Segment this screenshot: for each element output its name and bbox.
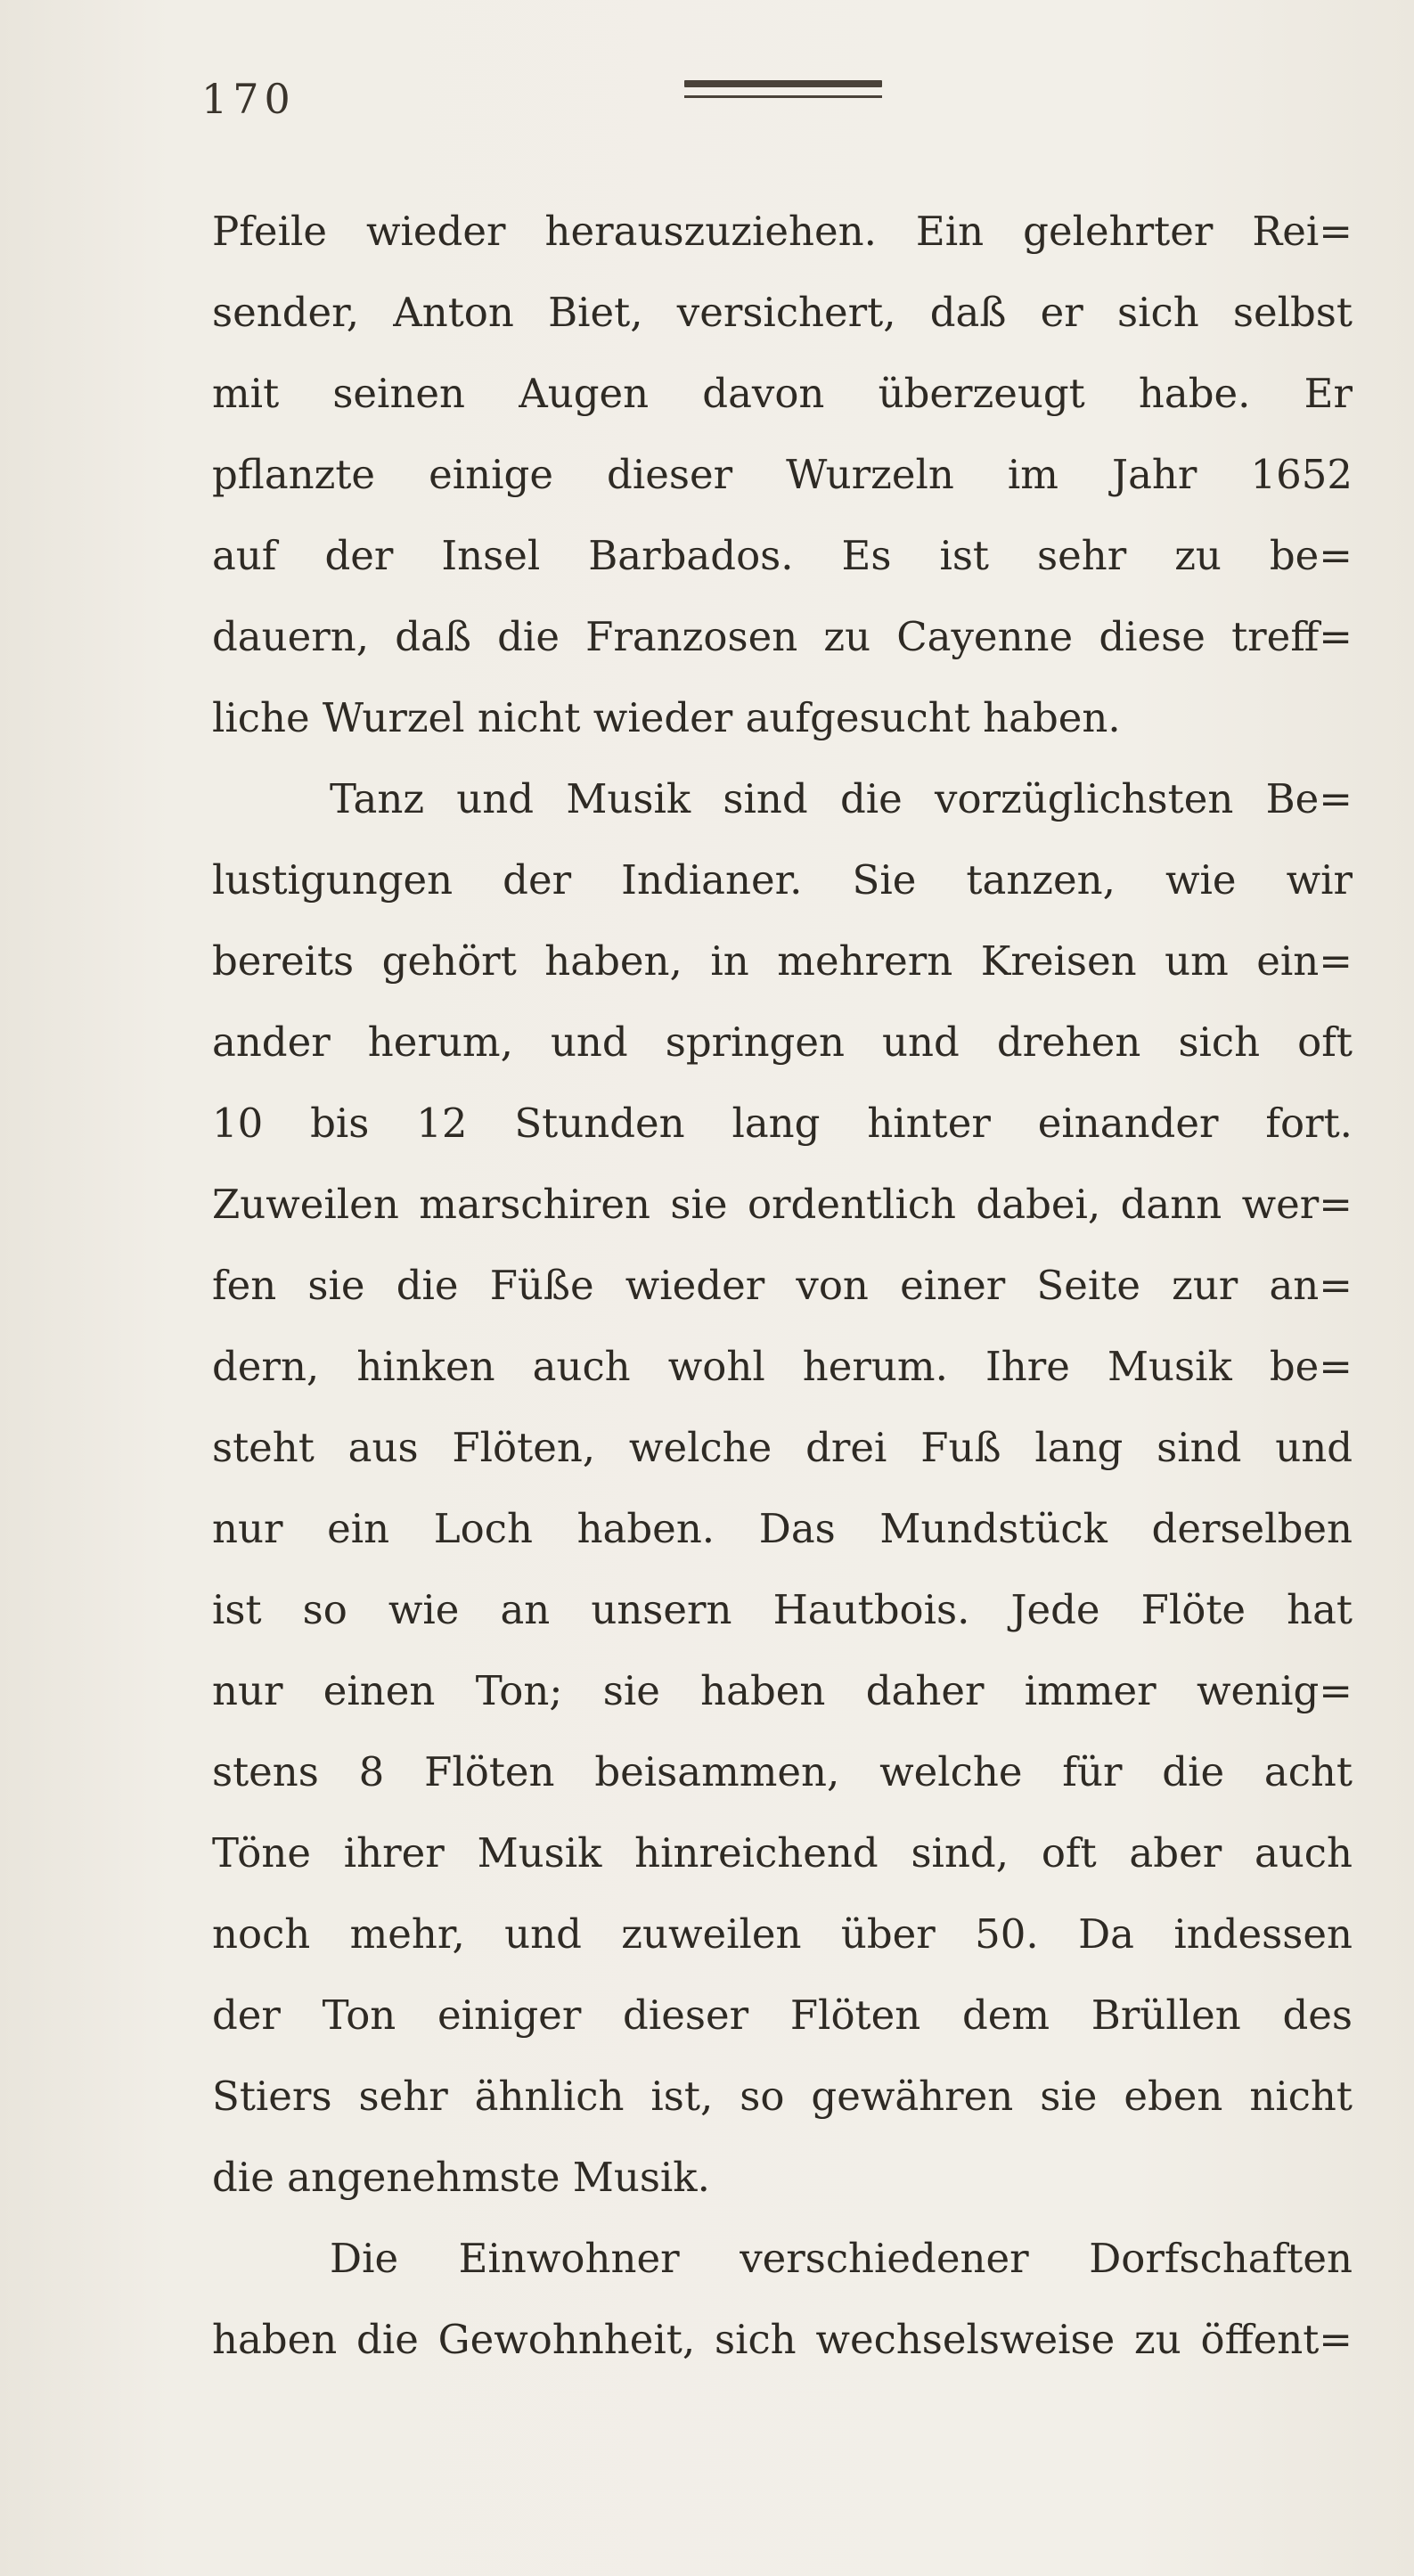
text-line: noch mehr, und zuweilen über 50. Da indessen (212, 1910, 1353, 1958)
paragraph-first-line: Tanz und Musik sind die vorzüglichsten Be= (330, 775, 1353, 822)
text-line: nur einen Ton; sie haben daher immer wenig= (212, 1667, 1353, 1714)
text-line: bereits gehört haben, in mehrern Kreisen um ein= (212, 937, 1353, 985)
text-line: steht aus Flöten, welche drei Fuß lang sind und (212, 1424, 1353, 1471)
header-rule (684, 80, 882, 98)
text-line: Töne ihrer Musik hinreichend sind, oft aber auch (212, 1829, 1353, 1877)
header-rule-thick (684, 80, 882, 87)
text-line: 10 bis 12 Stunden lang hinter einander fort. (212, 1100, 1353, 1147)
body-text (212, 191, 1353, 2380)
text-line: stens 8 Flöten beisammen, welche für die acht (212, 1748, 1353, 1795)
text-line: lustigungen der Indianer. Sie tanzen, wie wir (212, 856, 1353, 904)
text-line: liche Wurzel nicht wieder aufgesucht haben. (212, 694, 1121, 741)
text-line: sender, Anton Biet, versichert, daß er sich selbst (212, 289, 1353, 336)
page-number: 170 (201, 75, 296, 123)
text-line: dauern, daß die Franzosen zu Cayenne diese treff= (212, 613, 1353, 660)
header-rule-thin (684, 95, 882, 98)
text-line: der Ton einiger dieser Flöten dem Brüllen des (212, 1991, 1353, 2039)
text-line: pflanzte einige dieser Wurzeln im Jahr 1652 (212, 451, 1353, 498)
text-line: fen sie die Füße wieder von einer Seite zur an= (212, 1262, 1353, 1309)
text-line: die angenehmste Musik. (212, 2154, 710, 2201)
text-line: ist so wie an unsern Hautbois. Jede Flöte hat (212, 1586, 1353, 1633)
text-line: auf der Insel Barbados. Es ist sehr zu be= (212, 532, 1353, 579)
text-line: Stiers sehr ähnlich ist, so gewähren sie eben nicht (212, 2073, 1353, 2120)
text-line: Pfeile wieder herauszuziehen. Ein gelehrter Rei= (212, 208, 1353, 255)
text-line: mit seinen Augen davon überzeugt habe. Er (212, 370, 1353, 417)
text-line: Zuweilen marschiren sie ordentlich dabei, dann wer= (212, 1181, 1353, 1228)
text-line: haben die Gewohnheit, sich wechselsweise zu öffent= (212, 2316, 1353, 2363)
text-line: dern, hinken auch wohl herum. Ihre Musik be= (212, 1343, 1353, 1390)
paragraph-first-line: Die Einwohner verschiedener Dorfschaften (330, 2235, 1353, 2282)
text-line: ander herum, und springen und drehen sich oft (212, 1018, 1353, 1066)
text-line: nur ein Loch haben. Das Mundstück derselben (212, 1505, 1353, 1552)
